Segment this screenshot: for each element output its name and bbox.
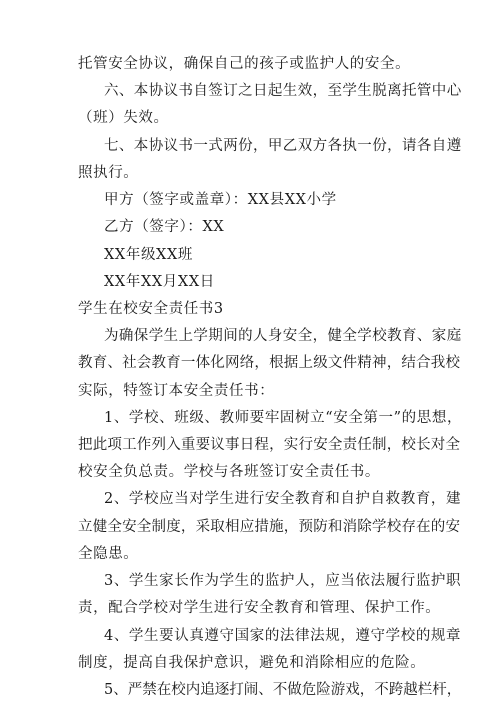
text-line: XX年XX月XX日 xyxy=(104,274,215,290)
text-line: 校安全负总责。学校与各班签订安全责任书。 xyxy=(78,464,380,480)
text-line: 乙方（签字）：XX xyxy=(104,219,225,235)
section-title: 学生在校安全责任书3 xyxy=(78,301,224,317)
text-line: 制度，提高自我保护意识，避免和消除相应的危险。 xyxy=(78,655,426,671)
text-line: 托管安全协议，确保自己的孩子或监护人的安全。 xyxy=(78,56,411,72)
text-line: 甲方（签字或盖章）：XX县XX小学 xyxy=(104,192,337,208)
text-line: 照执行。 xyxy=(78,165,139,181)
text-line: 把此项工作列入重要议事日程，实行安全责任制，校长对全 xyxy=(78,437,461,453)
text-line: 立健全安全制度，采取相应措施，预防和消除学校存在的安 xyxy=(78,519,461,535)
text-line: 5、严禁在校内追逐打闹、不做危险游戏，不跨越栏杆， xyxy=(104,682,462,698)
text-line: （班）失效。 xyxy=(78,110,169,126)
text-line: 1、学校、班级、教师要牢固树立“安全第一”的思想， xyxy=(104,410,463,426)
text-line: 实际，特签订本安全责任书： xyxy=(78,383,275,399)
text-line: 七、本协议书一式两份，甲乙双方各执一份，请各自遵 xyxy=(104,138,462,154)
text-line: 全隐患。 xyxy=(78,546,139,562)
text-line: 六、本协议书自签订之日起生效，至学生脱离托管中心 xyxy=(104,83,462,99)
text-line: 责，配合学校对学生进行安全教育和管理、保护工作。 xyxy=(78,600,441,616)
text-line: 4、学生要认真遵守国家的法律法规，遵守学校的规章 xyxy=(104,628,462,644)
text-line: 为确保学生上学期间的人身安全，健全学校教育、家庭 xyxy=(104,328,462,344)
text-line: XX年级XX班 xyxy=(104,247,193,263)
text-line: 3、学生家长作为学生的监护人，应当依法履行监护职 xyxy=(104,573,462,589)
text-line: 教育、社会教育一体化网络，根据上级文件精神，结合我校 xyxy=(78,355,461,371)
text-line: 2、学校应当对学生进行安全教育和自护自救教育，建 xyxy=(104,491,462,507)
